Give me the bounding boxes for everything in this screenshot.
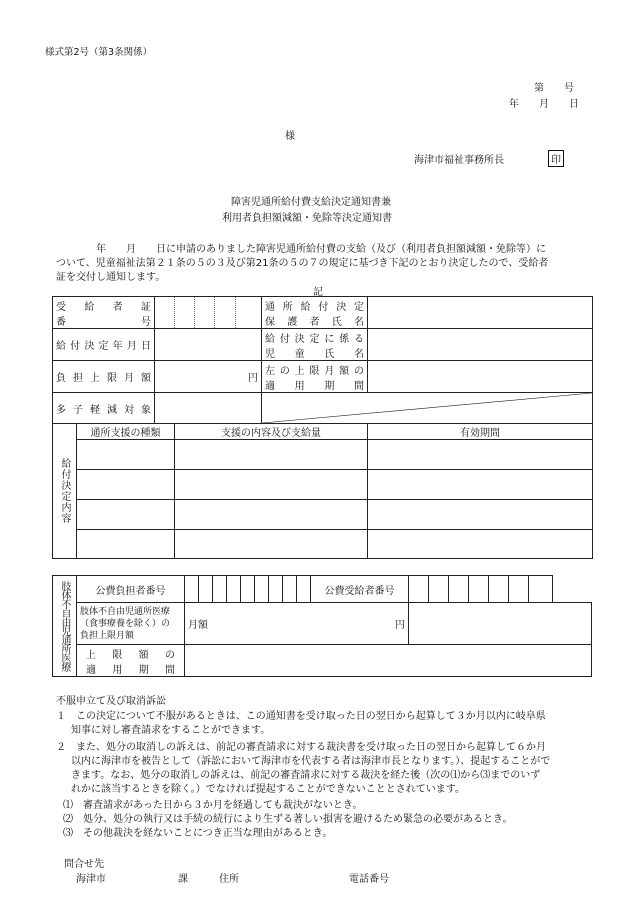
recipient-number-cell[interactable]: [215, 297, 236, 329]
payer-number-cell[interactable]: [227, 576, 241, 603]
medical-limit-field[interactable]: [185, 603, 409, 645]
form-number: 様式第2号（第3条関係）: [45, 47, 153, 58]
recipient-number-cell[interactable]: [489, 576, 509, 603]
payer-number-cell[interactable]: [283, 576, 297, 603]
seal-mark: 印: [548, 150, 564, 167]
validity-cell[interactable]: [368, 470, 593, 500]
decision-date-label: 給付決定年月日: [53, 329, 155, 361]
payer-number-cell[interactable]: [297, 576, 311, 603]
recipient-number-cell[interactable]: [529, 576, 553, 603]
col-content: 支援の内容及び支給量: [175, 424, 368, 440]
recipient-number-cell[interactable]: [195, 297, 215, 329]
payer-number-cell[interactable]: [185, 576, 199, 603]
appeal-item1-line2: 知事に対し審査請求をすることができます。: [71, 725, 271, 736]
appeal-sub1: ⑴ 審査請求があった日から３か月を経過しても裁決がないとき。: [63, 800, 363, 811]
multi-child-field[interactable]: [155, 393, 262, 424]
payer-number-cell[interactable]: [241, 576, 255, 603]
contact-phone: 電話番号: [349, 874, 389, 885]
recipient-number-cell[interactable]: [509, 576, 529, 603]
recipient-number-label: 公費受給者番号: [311, 576, 409, 603]
content-cell[interactable]: [175, 530, 368, 559]
recipient-number-cell[interactable]: [175, 297, 195, 329]
appeal-item1-line1: １ この決定について不服があるときは、この通知書を受け取った日の翌日から起算して３か月以内に岐阜県: [56, 711, 546, 722]
recipient-number-cell[interactable]: [449, 576, 469, 603]
document-title-line2: 利用者負担額減額・免除等決定通知書: [222, 213, 392, 224]
guardian-name-field[interactable]: [368, 297, 593, 329]
recipient-suffix: 様: [285, 131, 295, 142]
limit-amount-label: 負担上限月額: [53, 361, 155, 393]
issue-date: 年 月 日: [509, 99, 579, 110]
payer-number-cell[interactable]: [255, 576, 269, 603]
decision-content-label: 給付決定内容: [53, 424, 77, 559]
issuer-name: 海津市福祉事務所長: [414, 155, 504, 166]
recipient-number-label: 受 給 者 証 番 号: [53, 297, 155, 329]
yen-unit: 円: [395, 620, 405, 631]
intro-line3: 証を交付し通知します。: [56, 272, 166, 283]
period-label: 左の上限月額の 適 用 期 間: [262, 361, 368, 393]
contact-city: 海津市: [76, 874, 106, 885]
validity-cell[interactable]: [368, 530, 593, 559]
validity-cell[interactable]: [368, 440, 593, 470]
limit-amount-field[interactable]: [155, 361, 262, 393]
payer-number-cell[interactable]: [199, 576, 213, 603]
medical-period-field[interactable]: [185, 645, 592, 677]
medical-limit-blank: [409, 603, 592, 645]
monthly-label: 月額: [188, 620, 208, 631]
medical-table: [52, 575, 592, 677]
appeal-heading: 不服申立て及び取消訴訟: [56, 696, 166, 707]
appeal-item2-line1: ２ また、処分の取消しの訴えは、前記の審査請求に対する裁決書を受け取った日の翌日から起算して６か月: [56, 742, 546, 753]
yen-unit: 円: [248, 373, 258, 384]
recipient-number-cell[interactable]: [409, 576, 429, 603]
medical-section-label: 肢体不自由児通所医療: [53, 576, 77, 677]
payer-number-cell[interactable]: [269, 576, 283, 603]
payer-number-cell[interactable]: [213, 576, 227, 603]
service-type-cell[interactable]: [77, 440, 175, 470]
service-type-cell[interactable]: [77, 500, 175, 530]
child-name-field[interactable]: [368, 329, 593, 361]
content-cell[interactable]: [175, 500, 368, 530]
service-type-cell[interactable]: [77, 470, 175, 500]
intro-line2: ついて、児童福祉法第２１条の５の３及び第21条の５の７の規定に基づき下記のとおり決定したので、受給者: [56, 258, 549, 269]
content-cell[interactable]: [175, 470, 368, 500]
recipient-number-cell[interactable]: [236, 297, 262, 329]
child-name-label: 給付決定に係る 児 童 氏 名: [262, 329, 368, 361]
appeal-item2-line2: 以内に海津市を被告として（訴訟において海津市を代表する者は海津市長となります。）、提起することがで: [71, 756, 551, 767]
recipient-number-cell[interactable]: [155, 297, 175, 329]
ki-label: 記: [313, 287, 323, 298]
validity-cell[interactable]: [368, 500, 593, 530]
medical-period-label: 上 限 額 の 適 用 期 間: [77, 645, 185, 677]
appeal-item2-line4: れかに該当するときを除く。）でなければ提起することができないこととされています。: [71, 784, 465, 795]
period-field[interactable]: [368, 361, 593, 393]
recipient-number-cell[interactable]: [429, 576, 449, 603]
decision-table: [52, 296, 593, 559]
appeal-sub2: ⑵ 処分、処分の執行又は手続の続行により生ずる著しい損害を避けるため緊急の必要があるとき。: [63, 814, 513, 825]
guardian-name-label: 通所給付決定 保護者氏名: [262, 297, 368, 329]
contact-address: 住所: [219, 874, 239, 885]
contact-section: 課: [178, 874, 188, 885]
appeal-item2-line3: きます。なお、処分の取消しの訴えは、前記の審査請求に対する裁決を経た後（次の⑴から⑶までのいず: [71, 770, 541, 781]
medical-limit-label: 肢体不自由児通所医療 （食事療養を除く）の 負担上限月額: [77, 603, 185, 645]
diagonal-line: [262, 393, 592, 423]
decision-date-field[interactable]: [155, 329, 262, 361]
service-type-cell[interactable]: [77, 530, 175, 559]
intro-line1: 年 月 日に申請のありました障害児通所給付費の支給（及び（利用者負担額減額・免除等）に: [96, 244, 546, 255]
appeal-sub3: ⑶ その他裁決を経ないことにつき正当な理由があるとき。: [63, 828, 333, 839]
contact-heading: 問合せ先: [64, 859, 104, 870]
recipient-number-cell[interactable]: [469, 576, 489, 603]
diagonal-cell: [262, 393, 593, 424]
col-service-type: 通所支援の種類: [77, 424, 175, 440]
multi-child-label: 多子軽減対象: [53, 393, 155, 424]
payer-number-label: 公費負担者番号: [77, 576, 185, 603]
content-cell[interactable]: [175, 440, 368, 470]
document-number: 第 号: [534, 83, 574, 94]
document-title-line1: 障害児通所給付費支給決定通知書兼: [231, 197, 391, 208]
col-validity: 有効期間: [368, 424, 593, 440]
